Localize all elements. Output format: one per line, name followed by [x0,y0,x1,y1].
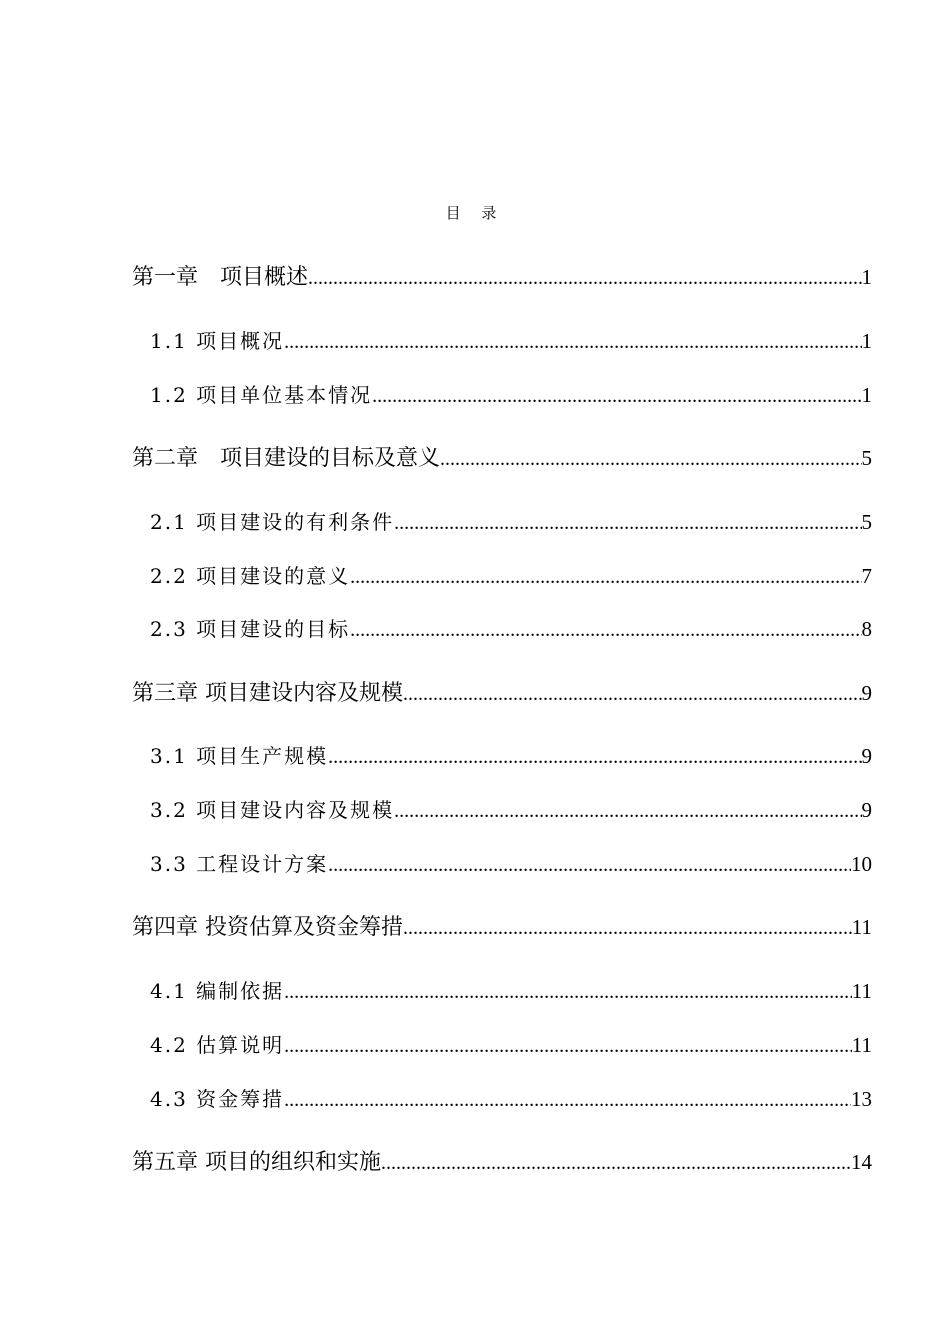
toc-entry-page: 5 [861,510,872,534]
toc-entry-page: 1 [861,329,872,353]
dot-leader [440,444,861,474]
dot-leader [381,1148,851,1178]
toc-entry-label: 2.1 项目建设的有利条件 [150,510,395,534]
dot-leader [394,796,861,826]
toc-entry-section-2-1[interactable] [150,507,872,537]
toc-entry-label: 第三章 项目建设内容及规模 [132,681,403,706]
toc-entry-section-4-2[interactable] [150,1030,872,1060]
toc-entry-section-1-2[interactable] [150,380,872,410]
toc-entry-label: 第五章 项目的组织和实施 [132,1150,381,1175]
toc-entry-page: 8 [861,617,872,641]
toc-entry-page: 1 [861,383,872,407]
dot-leader [394,508,861,538]
dot-leader [403,913,852,943]
toc-entry-section-4-1[interactable] [150,976,872,1006]
toc-entry-label: 4.1 编制依据 [150,979,285,1003]
toc-entry-section-3-3[interactable] [150,849,872,879]
dot-leader [308,263,861,293]
toc-entry-page: 9 [861,798,872,822]
toc-entry-section-2-3[interactable] [150,614,872,644]
dot-leader [328,850,851,880]
dot-leader [284,977,852,1007]
toc-entry-page: 5 [861,446,872,470]
toc-entry-label: 4.2 估算说明 [150,1033,285,1057]
dot-leader [350,615,861,645]
toc-entry-label: 2.3 项目建设的目标 [150,617,351,641]
page-title: 目 录 [445,204,505,222]
toc-entry-label: 第二章 项目建设的目标及意义 [132,446,441,471]
toc-entry-section-2-2[interactable] [150,561,872,591]
dot-leader [403,679,862,709]
toc-entry-chapter-3[interactable] [132,678,872,708]
toc-entry-page: 7 [861,564,872,588]
toc-entry-page: 13 [851,1087,872,1111]
toc-entry-section-3-1[interactable] [150,741,872,771]
toc-entry-section-4-3[interactable] [150,1084,872,1114]
toc-entry-label: 2.2 项目建设的意义 [150,564,351,588]
toc-entry-section-1-1[interactable] [150,326,872,356]
toc-entry-label: 3.2 项目建设内容及规模 [150,798,395,822]
toc-entry-page: 10 [851,852,872,876]
dot-leader [284,327,861,357]
toc-entry-chapter-4[interactable] [132,912,872,942]
toc-entry-label: 第四章 投资估算及资金筹措 [132,915,403,940]
toc-entry-label: 3.3 工程设计方案 [150,852,329,876]
toc-entry-page: 11 [851,979,872,1003]
toc-entry-page: 11 [851,1033,872,1057]
toc-entry-page: 14 [851,1150,872,1174]
dot-leader [372,381,861,411]
toc-entry-page: 1 [861,265,872,289]
dot-leader [284,1031,852,1061]
dot-leader [328,742,861,772]
toc-entry-section-3-2[interactable] [150,795,872,825]
toc-entry-chapter-1[interactable] [132,262,872,292]
toc-entry-label: 1.2 项目单位基本情况 [150,383,373,407]
toc-entry-page: 9 [861,744,872,768]
toc-entry-page: 9 [861,681,872,705]
dot-leader [284,1085,851,1115]
toc-entry-label: 第一章 项目概述 [132,265,309,290]
toc-entry-label: 4.3 资金筹措 [150,1087,285,1111]
toc-entry-chapter-5[interactable] [132,1147,872,1177]
dot-leader [350,562,861,592]
toc-entry-label: 3.1 项目生产规模 [150,744,329,768]
toc-entry-page: 11 [851,915,872,939]
toc-entry-label: 1.1 项目概况 [150,329,285,353]
toc-entry-chapter-2[interactable] [132,443,872,473]
